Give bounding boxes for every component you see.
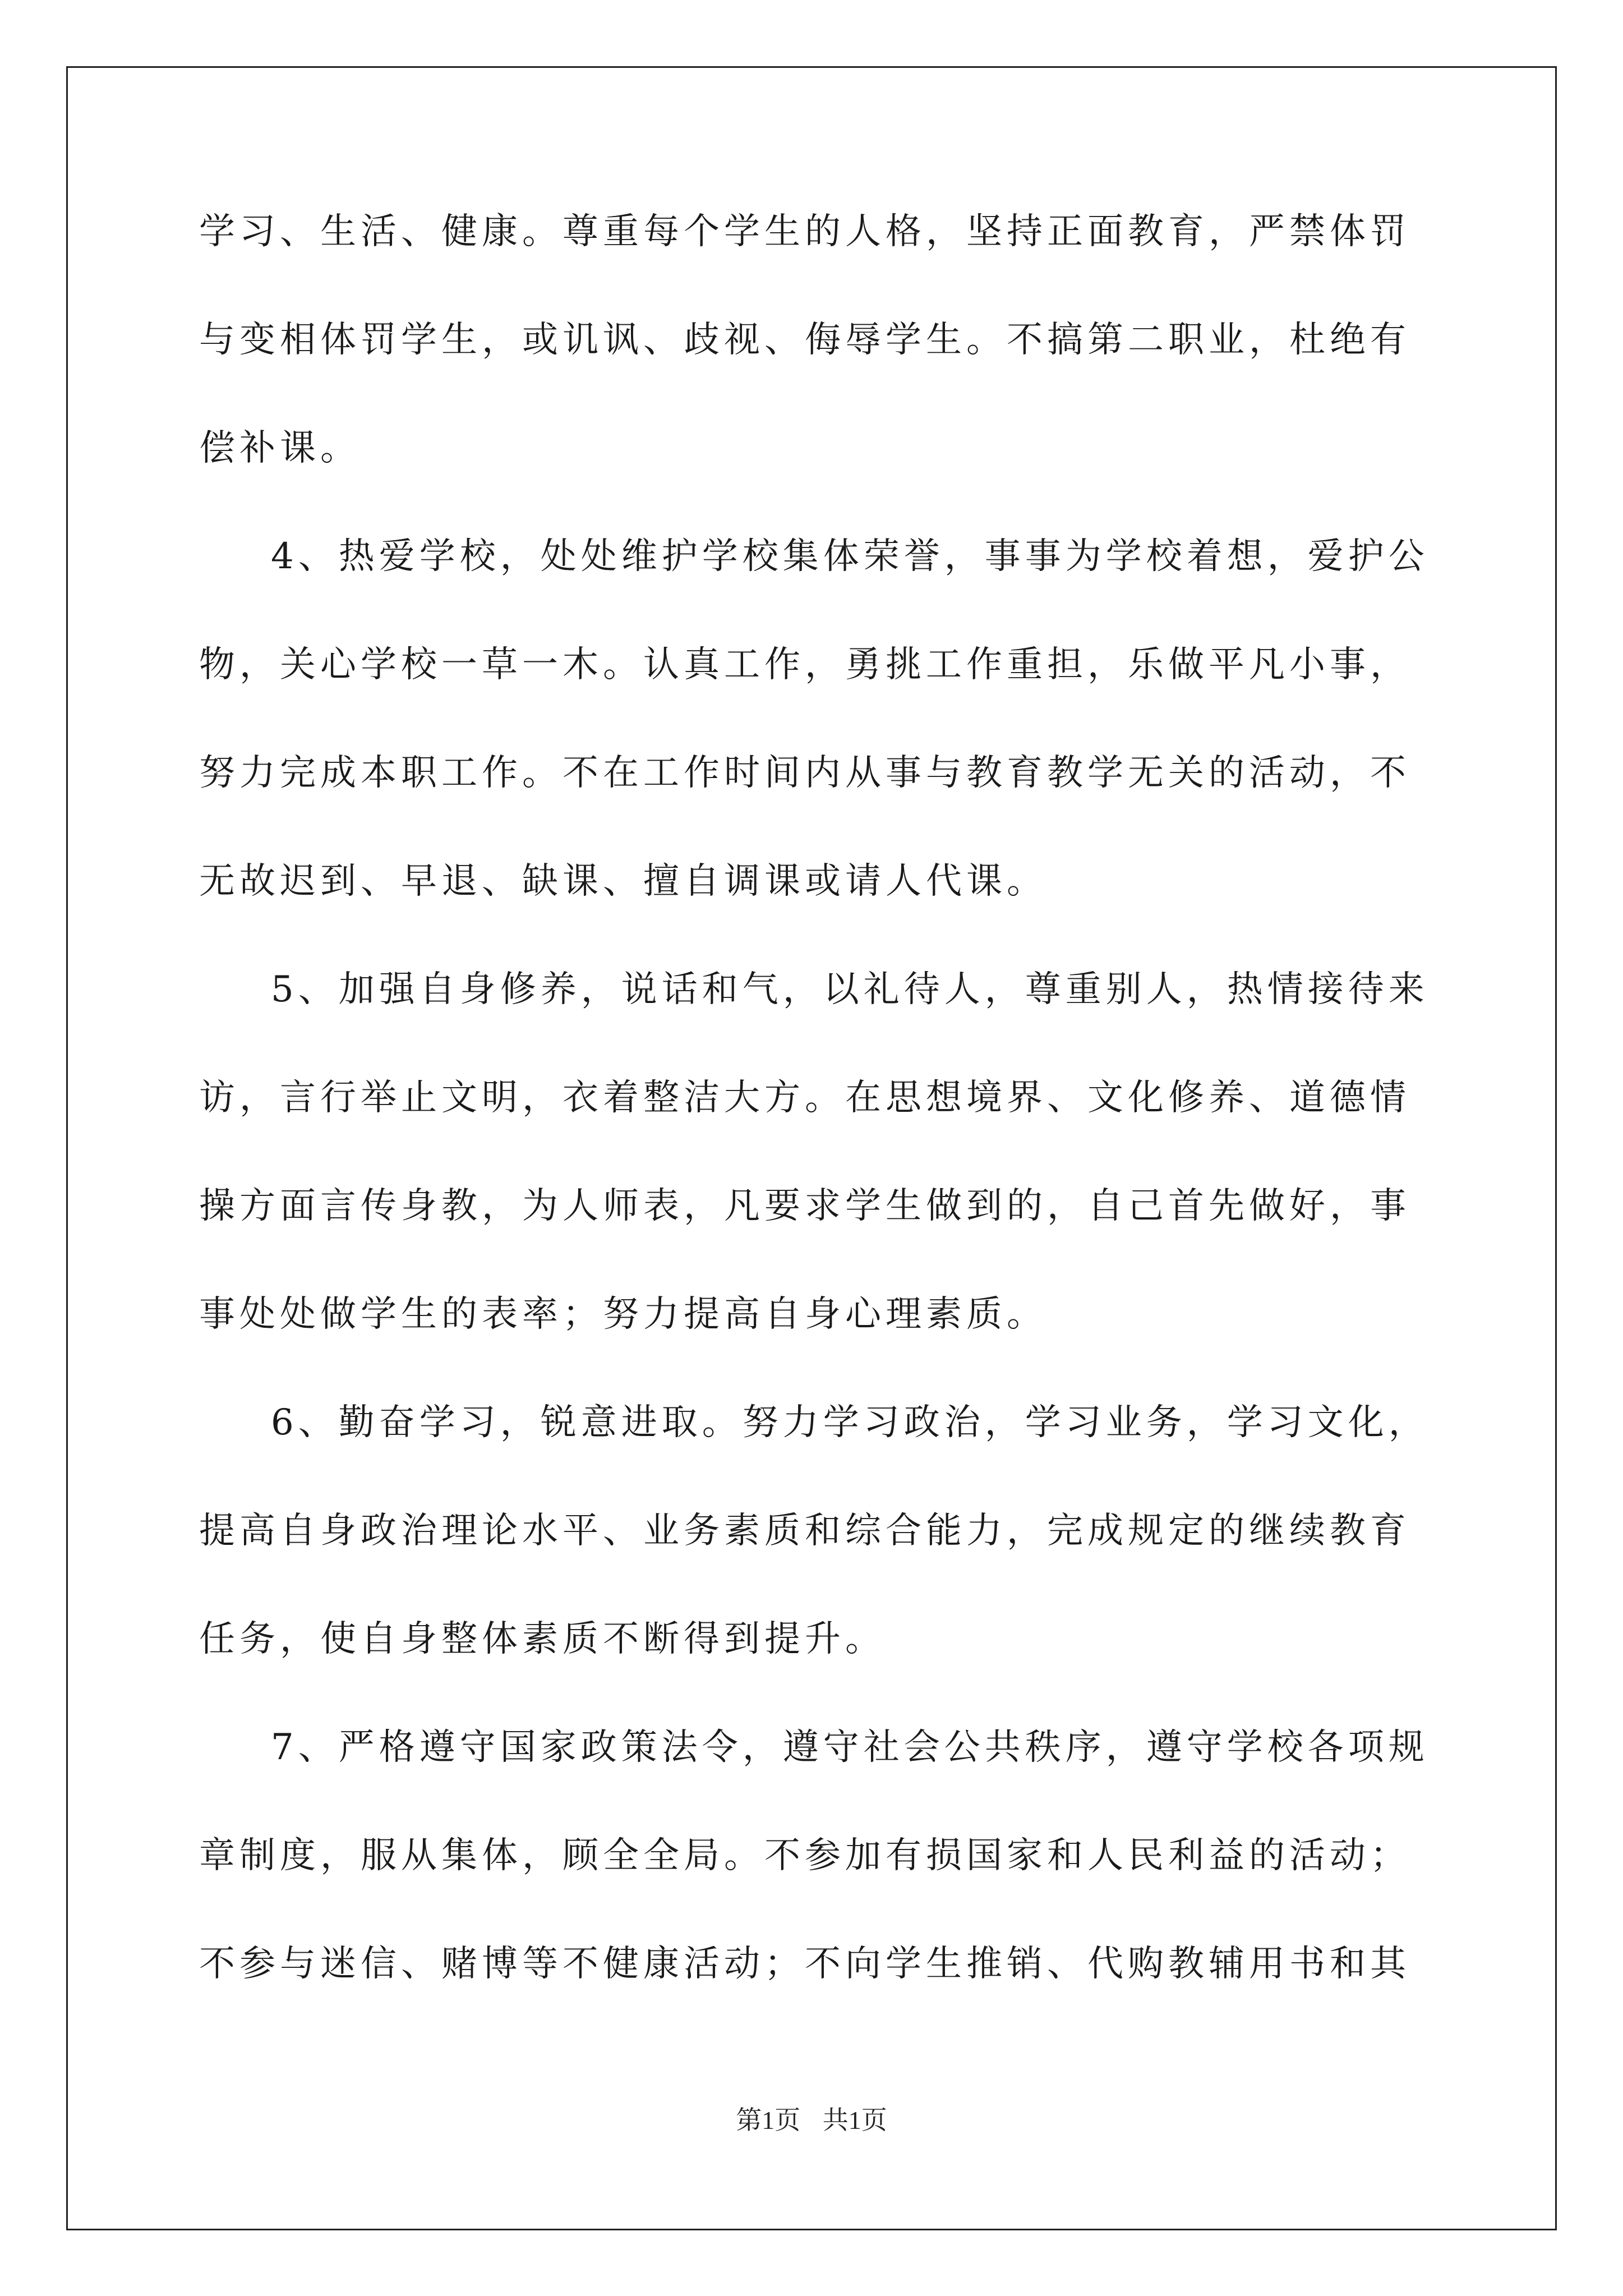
- page-number-current: 第1页: [736, 2106, 801, 2134]
- text-line: 事处处做学生的表率；努力提高自身心理素质。: [199, 1294, 1047, 1335]
- text-line: 学习、生活、健康。尊重每个学生的人格，坚持正面教育，严禁体罚: [199, 211, 1410, 252]
- text-line: 提高自身政治理论水平、业务素质和综合能力，完成规定的继续教育: [199, 1510, 1410, 1552]
- text-line: 任务，使自身整体素质不断得到提升。: [199, 1618, 886, 1660]
- paragraph-start-line: 6、勤奋学习，锐意进取。努力学习政治，学习业务，学习文化，: [271, 1402, 1429, 1443]
- text-line: 努力完成本职工作。不在工作时间内从事与教育教学无关的活动，不: [199, 752, 1410, 794]
- text-line: 章制度，服从集体，顾全全局。不参加有损国家和人民利益的活动；: [199, 1835, 1410, 1876]
- text-line: 物，关心学校一草一木。认真工作，勇挑工作重担，乐做平凡小事，: [199, 644, 1410, 685]
- paragraph-start-line: 5、加强自身修养，说话和气，以礼待人，尊重别人，热情接待来: [271, 969, 1429, 1010]
- text-line: 无故迟到、早退、缺课、擅自调课或请人代课。: [199, 861, 1047, 902]
- page-footer: [0, 2105, 1623, 2136]
- document-body: [199, 205, 1433, 2045]
- text-line: 不参与迷信、赌博等不健康活动；不向学生推销、代购教辅用书和其: [199, 1943, 1410, 1985]
- paragraph-start-line: 7、严格遵守国家政策法令，遵守社会公共秩序，遵守学校各项规: [271, 1727, 1429, 1768]
- paragraph-start-line: 4、热爱学校，处处维护学校集体荣誉，事事为学校着想，爱护公: [271, 536, 1429, 577]
- text-line: 操方面言传身教，为人师表，凡要求学生做到的，自己首先做好，事: [199, 1185, 1410, 1227]
- text-line: 与变相体罚学生，或讥讽、歧视、侮辱学生。不搞第二职业，杜绝有: [199, 319, 1410, 361]
- text-line: 访，言行举止文明，衣着整洁大方。在思想境界、文化修养、道德情: [199, 1077, 1410, 1119]
- page-number-total: 共1页: [822, 2106, 887, 2134]
- text-line: 偿补课。: [199, 427, 361, 469]
